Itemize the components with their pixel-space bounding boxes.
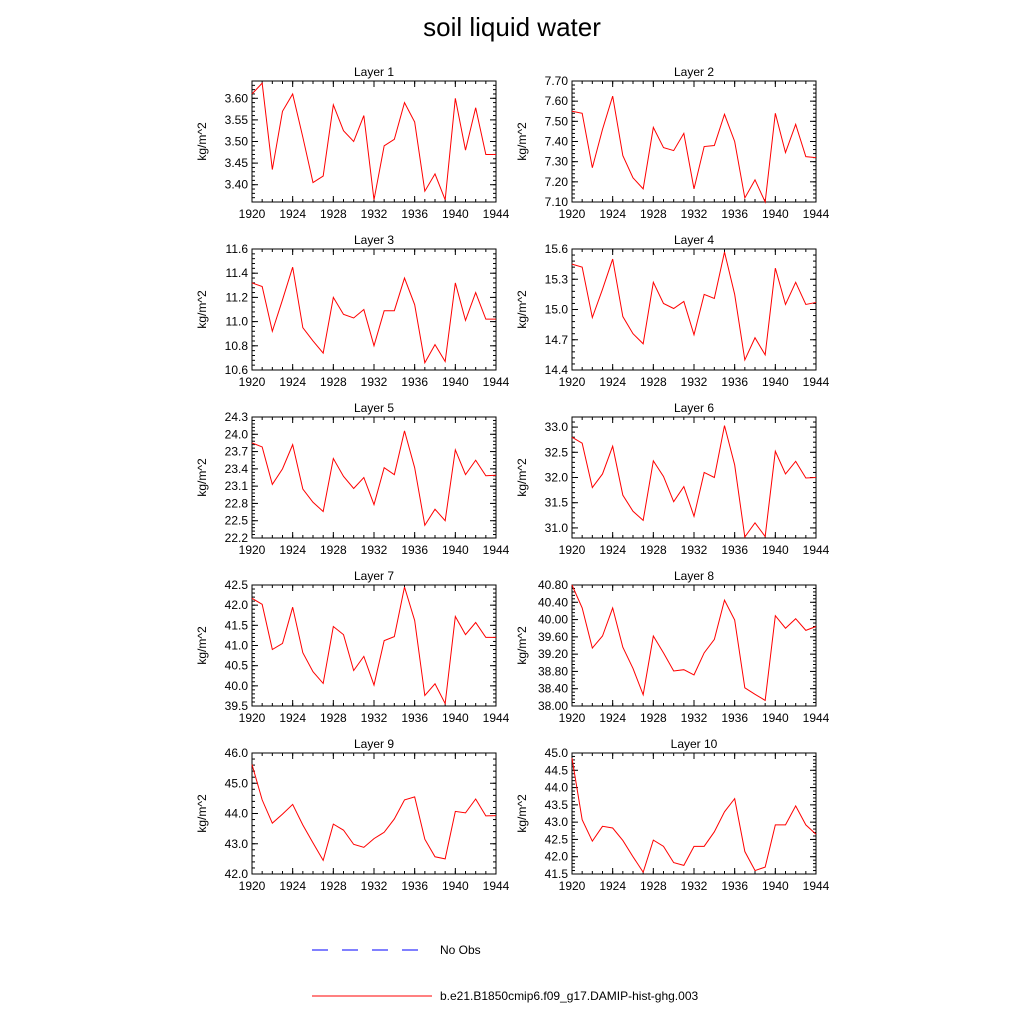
x-tick-label: 1944 (802, 207, 830, 221)
x-tick-label: 1940 (761, 375, 789, 389)
x-tick-label: 1924 (599, 375, 627, 389)
y-tick-label: 31.0 (544, 520, 568, 535)
y-tick-label: 11.4 (225, 266, 248, 281)
y-tick-label: 7.70 (544, 74, 568, 88)
y-tick-label: 7.10 (544, 195, 568, 209)
y-axis-label: kg/m^2 (515, 122, 529, 161)
x-tick-label: 1920 (558, 375, 586, 389)
plot-frame (252, 81, 496, 202)
y-tick-label: 7.40 (544, 134, 568, 149)
x-tick-label: 1932 (360, 207, 388, 221)
x-tick-label: 1936 (721, 207, 749, 221)
y-tick-label: 15.6 (544, 242, 568, 256)
series-line (252, 83, 496, 200)
plot-frame (572, 585, 816, 706)
panel-title: Layer 10 (670, 737, 718, 751)
x-tick-label: 1936 (401, 207, 429, 221)
y-tick-label: 39.20 (537, 647, 568, 662)
x-tick-label: 1924 (279, 375, 307, 389)
y-tick-label: 7.30 (544, 154, 568, 169)
x-tick-label: 1932 (680, 879, 708, 893)
y-axis-label: kg/m^2 (515, 290, 529, 329)
x-tick-label: 1944 (482, 879, 510, 893)
y-tick-label: 33.0 (544, 420, 568, 435)
x-tick-label: 1932 (360, 711, 388, 725)
legend-model-label: b.e21.B1850cmip6.f09_g17.DAMIP-hist-ghg.003 (440, 989, 699, 1003)
y-tick-label: 40.00 (537, 612, 568, 627)
x-tick-label: 1940 (761, 711, 789, 725)
y-tick-label: 23.4 (224, 461, 248, 476)
y-tick-label: 11.6 (225, 242, 248, 256)
x-tick-label: 1920 (238, 543, 266, 557)
y-tick-label: 40.40 (537, 595, 568, 610)
panel-title: Layer 7 (353, 569, 395, 583)
y-tick-label: 3.45 (224, 156, 248, 171)
panel-5 (195, 401, 510, 557)
x-tick-label: 1924 (599, 543, 627, 557)
y-tick-label: 42.5 (224, 578, 248, 592)
x-tick-label: 1924 (279, 543, 307, 557)
y-axis-label: kg/m^2 (195, 122, 209, 161)
series-line (572, 426, 816, 537)
y-tick-label: 24.3 (224, 410, 248, 424)
y-tick-label: 38.40 (537, 681, 568, 696)
panel-title: Layer 1 (353, 65, 395, 79)
y-tick-label: 7.20 (544, 174, 568, 189)
y-tick-label: 3.55 (224, 112, 248, 127)
y-tick-label: 23.1 (224, 479, 248, 494)
y-tick-label: 23.7 (224, 444, 248, 459)
y-axis-label: kg/m^2 (195, 290, 209, 329)
x-tick-label: 1936 (721, 711, 749, 725)
plot-frame (252, 249, 496, 370)
x-tick-label: 1924 (599, 207, 627, 221)
x-tick-label: 1928 (319, 207, 347, 221)
panel-title: Layer 5 (353, 401, 395, 415)
x-tick-label: 1940 (761, 879, 789, 893)
x-tick-label: 1920 (558, 711, 586, 725)
y-tick-label: 22.5 (224, 513, 248, 528)
y-tick-label: 43.0 (224, 836, 248, 851)
panel-title: Layer 8 (673, 569, 715, 583)
series-line (252, 431, 496, 525)
y-axis-label: kg/m^2 (195, 626, 209, 665)
x-tick-label: 1924 (599, 711, 627, 725)
y-tick-label: 14.4 (544, 363, 568, 377)
y-tick-label: 42.5 (544, 832, 568, 847)
y-tick-label: 15.3 (544, 272, 568, 287)
panel-title: Layer 3 (353, 233, 395, 247)
y-tick-label: 42.0 (544, 849, 568, 864)
x-tick-label: 1928 (639, 879, 667, 893)
y-tick-label: 24.0 (224, 427, 248, 442)
y-tick-label: 3.60 (224, 91, 248, 106)
y-tick-label: 42.0 (224, 598, 248, 613)
x-tick-label: 1944 (802, 711, 830, 725)
x-tick-label: 1928 (639, 207, 667, 221)
y-tick-label: 44.0 (224, 806, 248, 821)
panel-title: Layer 9 (353, 737, 395, 751)
y-tick-label: 40.0 (224, 678, 248, 693)
x-tick-label: 1940 (441, 543, 469, 557)
x-tick-label: 1936 (401, 879, 429, 893)
x-tick-label: 1928 (319, 543, 347, 557)
x-tick-label: 1932 (360, 879, 388, 893)
y-axis-label: kg/m^2 (195, 794, 209, 833)
x-tick-label: 1944 (482, 375, 510, 389)
y-tick-label: 32.0 (544, 470, 568, 485)
y-axis-label: kg/m^2 (515, 794, 529, 833)
x-tick-label: 1932 (360, 375, 388, 389)
x-tick-label: 1928 (639, 711, 667, 725)
series-line (252, 587, 496, 704)
series-line (572, 758, 816, 872)
x-tick-label: 1936 (401, 543, 429, 557)
plot-frame (572, 249, 816, 370)
y-tick-label: 22.8 (224, 496, 248, 511)
y-tick-label: 41.5 (544, 867, 568, 881)
x-tick-label: 1920 (238, 375, 266, 389)
y-axis-label: kg/m^2 (515, 626, 529, 665)
x-tick-label: 1944 (482, 207, 510, 221)
main-title: soil liquid water (423, 12, 601, 42)
y-tick-label: 41.0 (224, 638, 248, 653)
y-tick-label: 44.0 (544, 780, 568, 795)
y-axis-label: kg/m^2 (515, 458, 529, 497)
x-tick-label: 1936 (401, 375, 429, 389)
y-tick-label: 40.5 (224, 658, 248, 673)
x-tick-label: 1920 (238, 207, 266, 221)
x-tick-label: 1932 (360, 543, 388, 557)
x-tick-label: 1932 (680, 543, 708, 557)
x-tick-label: 1928 (639, 375, 667, 389)
y-tick-label: 43.0 (544, 815, 568, 830)
x-tick-label: 1932 (680, 207, 708, 221)
y-tick-label: 15.0 (544, 302, 568, 317)
y-tick-label: 38.80 (537, 664, 568, 679)
y-tick-label: 10.8 (224, 338, 248, 353)
y-tick-label: 7.60 (544, 94, 568, 109)
y-axis-label: kg/m^2 (195, 458, 209, 497)
x-tick-label: 1944 (802, 879, 830, 893)
x-tick-label: 1936 (721, 879, 749, 893)
x-tick-label: 1940 (761, 543, 789, 557)
x-tick-label: 1928 (319, 375, 347, 389)
series-line (252, 765, 496, 861)
y-tick-label: 44.5 (544, 763, 568, 778)
y-tick-label: 38.00 (537, 699, 568, 713)
plot-frame (572, 417, 816, 538)
x-tick-label: 1928 (319, 711, 347, 725)
x-tick-label: 1940 (441, 879, 469, 893)
x-tick-label: 1928 (319, 879, 347, 893)
x-tick-label: 1924 (279, 879, 307, 893)
x-tick-label: 1920 (558, 207, 586, 221)
plot-frame (252, 417, 496, 538)
x-tick-label: 1924 (279, 207, 307, 221)
y-tick-label: 22.2 (224, 531, 248, 545)
panel-8 (515, 569, 830, 725)
panel-title: Layer 6 (673, 401, 715, 415)
x-tick-label: 1944 (482, 543, 510, 557)
y-tick-label: 45.0 (544, 746, 568, 760)
panel-7 (195, 569, 510, 725)
x-tick-label: 1932 (680, 711, 708, 725)
x-tick-label: 1932 (680, 375, 708, 389)
panel-6 (515, 401, 830, 557)
panel-1 (195, 65, 510, 221)
x-tick-label: 1944 (802, 375, 830, 389)
legend (312, 943, 698, 1003)
y-tick-label: 41.5 (224, 618, 248, 633)
legend-obs-label: No Obs (440, 943, 481, 957)
x-tick-label: 1928 (639, 543, 667, 557)
series-line (572, 252, 816, 360)
plot-frame (252, 753, 496, 874)
y-tick-label: 39.60 (537, 629, 568, 644)
y-tick-label: 45.0 (224, 776, 248, 791)
series-line (572, 585, 816, 700)
panel-title: Layer 2 (673, 65, 715, 79)
x-tick-label: 1920 (238, 711, 266, 725)
y-tick-label: 3.40 (224, 177, 248, 192)
y-tick-label: 14.7 (544, 332, 568, 347)
y-tick-label: 11.0 (225, 314, 248, 329)
series-line (572, 96, 816, 202)
plot-frame (572, 753, 816, 874)
panel-3 (195, 233, 510, 389)
panel-9 (195, 737, 510, 893)
y-tick-label: 31.5 (544, 495, 568, 510)
panel-4 (515, 233, 830, 389)
y-tick-label: 10.6 (224, 363, 248, 377)
panel-2 (515, 65, 830, 221)
x-tick-label: 1940 (441, 207, 469, 221)
series-line (252, 267, 496, 363)
x-tick-label: 1940 (441, 711, 469, 725)
x-tick-label: 1924 (599, 879, 627, 893)
x-tick-label: 1936 (721, 375, 749, 389)
x-tick-label: 1920 (558, 879, 586, 893)
x-tick-label: 1936 (721, 543, 749, 557)
y-tick-label: 39.5 (224, 699, 248, 713)
y-tick-label: 43.5 (544, 797, 568, 812)
x-tick-label: 1920 (238, 879, 266, 893)
plot-frame (252, 585, 496, 706)
y-tick-label: 32.5 (544, 445, 568, 460)
x-tick-label: 1944 (802, 543, 830, 557)
y-tick-label: 7.50 (544, 114, 568, 129)
y-tick-label: 11.2 (225, 290, 248, 305)
panel-title: Layer 4 (673, 233, 715, 247)
y-tick-label: 3.50 (224, 134, 248, 149)
y-tick-label: 42.0 (224, 867, 248, 881)
x-tick-label: 1940 (761, 207, 789, 221)
x-tick-label: 1940 (441, 375, 469, 389)
plot-frame (572, 81, 816, 202)
x-tick-label: 1944 (482, 711, 510, 725)
y-tick-label: 46.0 (224, 746, 248, 760)
x-tick-label: 1924 (279, 711, 307, 725)
panel-10 (515, 737, 830, 893)
x-tick-label: 1936 (401, 711, 429, 725)
x-tick-label: 1920 (558, 543, 586, 557)
y-tick-label: 40.80 (537, 578, 568, 592)
